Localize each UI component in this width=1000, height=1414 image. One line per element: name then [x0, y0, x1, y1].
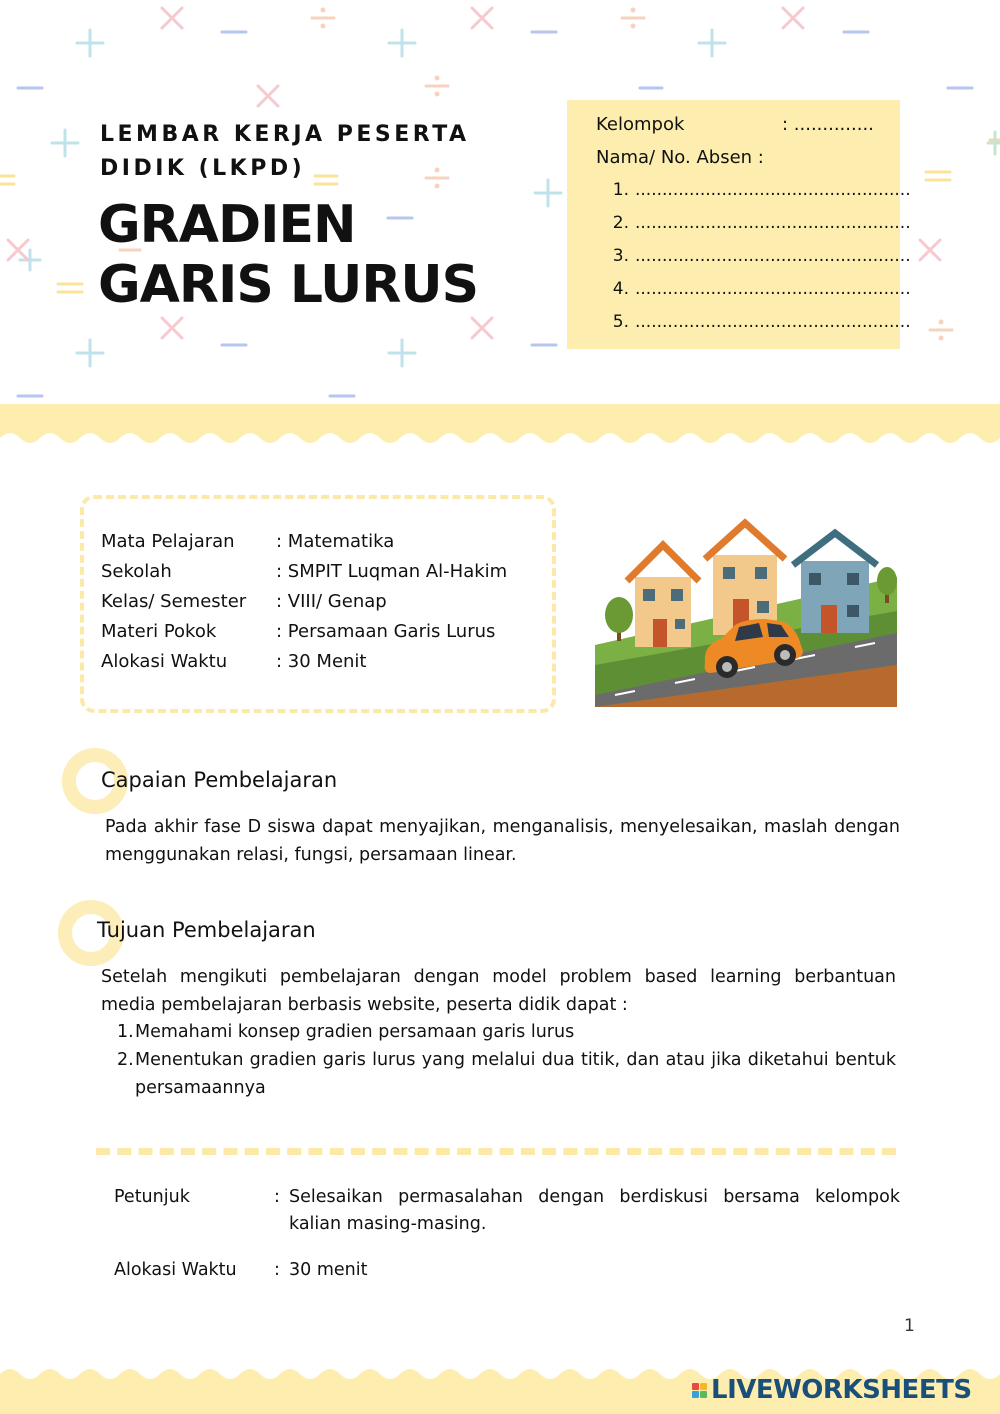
petunjuk-label: Petunjuk [114, 1187, 190, 1207]
member-number: 3. [612, 246, 629, 266]
member-row[interactable] [611, 213, 911, 233]
info-row-topic [101, 621, 495, 642]
title-line-2: GARIS LURUS [98, 255, 479, 315]
alokasi-value: 30 menit [289, 1260, 368, 1280]
objective-item [117, 1046, 896, 1102]
member-number: 1. [612, 180, 629, 200]
dashed-divider [96, 1148, 896, 1155]
page-number: 1 [904, 1316, 915, 1336]
info-value: : SMPIT Luqman Al-Hakim [276, 561, 508, 582]
capaian-text: Pada akhir fase D siswa dapat menyajikan, menganalisis, menyelesaikan, maslah dengan menggunakan relasi, fungsi, persamaan linear. [105, 817, 900, 865]
member-blank[interactable]: ................................................... [635, 180, 911, 200]
member-blank[interactable]: ................................................... [635, 279, 911, 299]
member-row[interactable] [611, 246, 911, 266]
tujuan-intro: Setelah mengikuti pembelajaran dengan model problem based learning berbantuan media pembelajaran berbasis website, peserta didik dapat : [101, 967, 896, 1015]
capaian-heading: Capaian Pembelajaran [101, 768, 338, 792]
member-row[interactable] [611, 180, 911, 200]
info-label: Sekolah [101, 561, 172, 582]
liveworksheets-brand-text: LIVEWORKSHEETS [711, 1375, 972, 1405]
info-label: Kelas/ Semester [101, 591, 247, 612]
info-row-school [101, 561, 507, 582]
info-row-time [101, 651, 366, 672]
objective-text: Menentukan gradien garis lurus yang melalui dua titik, dan atau jika diketahui bentuk persamaannya [135, 1050, 896, 1098]
info-value: : Matematika [276, 531, 395, 552]
title-line-1: GRADIEN [98, 195, 356, 255]
objective-item [117, 1018, 896, 1046]
kelompok-blank[interactable]: : .............. [782, 114, 874, 135]
info-value: : Persamaan Garis Lurus [276, 621, 496, 642]
info-label: Mata Pelajaran [101, 531, 235, 552]
info-row-subject [101, 531, 394, 552]
liveworksheets-mark-icon [692, 1383, 707, 1398]
alokasi-colon: : [274, 1260, 280, 1280]
worksheet-subtitle: LEMBAR KERJA PESERTA DIDIK (LKPD) [100, 122, 470, 181]
info-value: : 30 Menit [276, 651, 367, 672]
member-number: 4. [612, 279, 629, 299]
info-value: : VIII/ Genap [276, 591, 387, 612]
nama-absen-label: Nama/ No. Absen : [596, 147, 764, 168]
objective-number: 2. [117, 1050, 134, 1070]
worksheet-title [98, 195, 558, 315]
alokasi-row [0, 1257, 1000, 1287]
liveworksheets-logo[interactable] [692, 1374, 972, 1406]
houses-car-hill-illustration [595, 515, 897, 707]
member-blank[interactable]: ................................................... [635, 312, 911, 332]
petunjuk-row [0, 1184, 1000, 1244]
petunjuk-value: Selesaikan permasalahan dengan berdiskusi bersama kelompok kalian masing-masing. [289, 1187, 900, 1234]
group-identity-box [567, 100, 911, 349]
objective-number: 1. [117, 1022, 134, 1042]
tujuan-heading: Tujuan Pembelajaran [97, 918, 316, 942]
alokasi-label: Alokasi Waktu [114, 1260, 237, 1280]
member-row[interactable] [611, 279, 911, 299]
member-number: 5. [612, 312, 629, 332]
member-blank[interactable]: ................................................... [635, 246, 911, 266]
member-blank[interactable]: ................................................... [635, 213, 911, 233]
petunjuk-colon: : [274, 1187, 280, 1207]
wavy-band-top [0, 404, 1000, 454]
objective-text: Memahami konsep gradien persamaan garis lurus [135, 1022, 575, 1042]
info-row-class [101, 591, 387, 612]
member-number: 2. [612, 213, 629, 233]
info-label: Materi Pokok [101, 621, 217, 642]
member-row[interactable] [611, 312, 911, 332]
kelompok-label: Kelompok [596, 114, 685, 135]
info-label: Alokasi Waktu [101, 651, 228, 672]
